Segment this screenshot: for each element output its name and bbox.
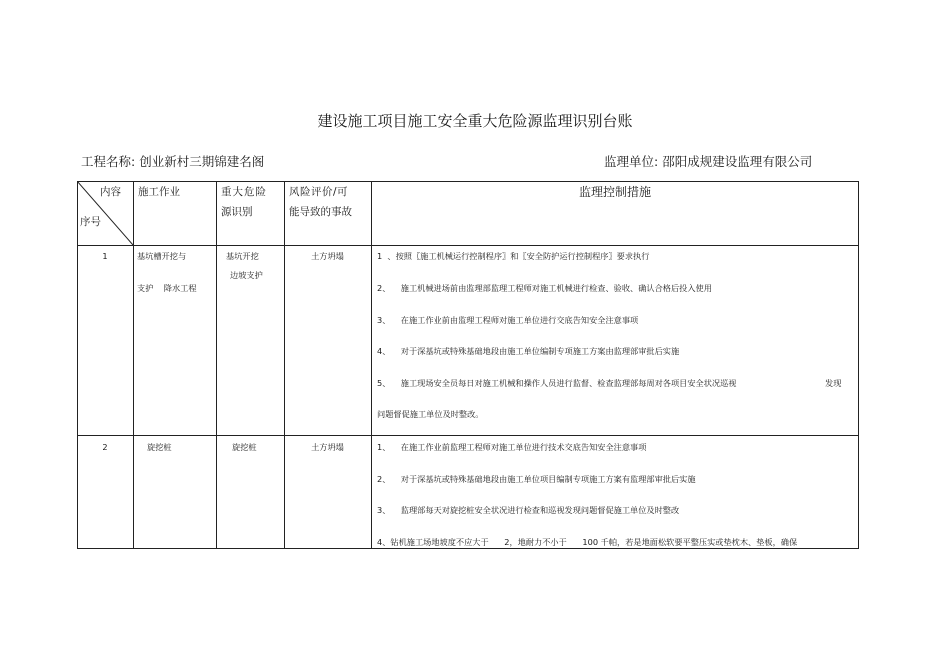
supervisor-unit-label: 监理单位:: [604, 154, 659, 169]
row2-risk: 土方坍塌: [311, 442, 344, 452]
project-name: [81, 152, 264, 170]
column-divider: [284, 181, 285, 549]
row1-measure-2: 2、 施工机械进场前由监理部监理工程师对施工机械进行检查、验收、确认合格后投入使用: [377, 283, 712, 293]
header-hazard-line2: 源识别: [221, 206, 253, 218]
header-risk-line2: 能导致的事故: [289, 206, 352, 218]
row2-measure-2: 2、 对于深基坑或特殊基础地段由施工单位项目编制专项施工方案有监理部审批后实施: [377, 474, 696, 484]
project-name-value: 创业新村三期锦建名阁: [139, 154, 265, 169]
row1-measure-1: 1 、按照〖施工机械运行控制程序〗和〖安全防护运行控制程序〗要求执行: [377, 251, 650, 261]
row2-index: 2: [102, 442, 108, 452]
row-divider: [77, 245, 859, 246]
row1-measure-5: 5、 施工现场安全员每日对施工机械和操作人员进行监督、检查监理部每周对各项目安全状况巡视: [377, 378, 737, 388]
column-divider: [216, 181, 217, 549]
column-divider: [371, 181, 372, 549]
row2-measure-4: 4、钻机施工场地坡度不应大于 2，地耐力不小于 100 千帕，若是地面松软要平整压实或垫枕木、垫板，确保: [377, 537, 798, 547]
header-content: 内容: [100, 186, 121, 198]
header-risk-line1: 风险评价/可: [289, 186, 349, 198]
row1-hazard-line1: 基坑开挖: [226, 251, 259, 261]
row2-hazard: 旋挖桩: [232, 442, 257, 452]
project-name-label: 工程名称:: [81, 154, 136, 169]
row-divider: [77, 435, 859, 436]
header-measures: 监理控制措施: [578, 185, 651, 199]
header-operation: 施工作业: [138, 186, 180, 198]
row1-measure-3: 3、 在施工作业前由监理工程师对施工单位进行交底告知安全注意事项: [377, 315, 639, 325]
header-hazard-line1: 重大危险: [221, 186, 267, 198]
supervisor-unit: [604, 152, 812, 170]
row1-index: 1: [102, 251, 108, 261]
row2-measure-3: 3、 监理部每天对旋挖桩安全状况进行检查和巡视发现问题督促施工单位及时整改: [377, 505, 680, 515]
row1-measure-4: 4、 对于深基坑或特殊基础地段由施工单位编制专项施工方案由监理部审批后实施: [377, 346, 680, 356]
header-index: 序号: [80, 216, 101, 228]
row2-measure-1: 1、 在施工作业前监理工程师对施工单位进行技术交底告知安全注意事项: [377, 442, 647, 452]
row1-measure-5-continued: 问题督促施工单位及时整改。: [377, 409, 484, 419]
row1-operation-line2: 支护 降水工程: [137, 283, 197, 293]
document-title: 建设施工项目施工安全重大危险源监理识别台账: [317, 112, 633, 130]
row1-risk: 土方坍塌: [311, 251, 344, 261]
row1-operation-line1: 基坑槽开挖与: [137, 251, 187, 261]
row1-hazard-line2: 边坡支护: [230, 270, 263, 280]
supervisor-unit-value: 邵阳成规建设监理有限公司: [662, 154, 813, 169]
row1-measure-5-tail: 发现: [825, 378, 842, 388]
row2-operation: 旋挖桩: [147, 442, 172, 452]
hazard-register-table: [77, 181, 859, 549]
